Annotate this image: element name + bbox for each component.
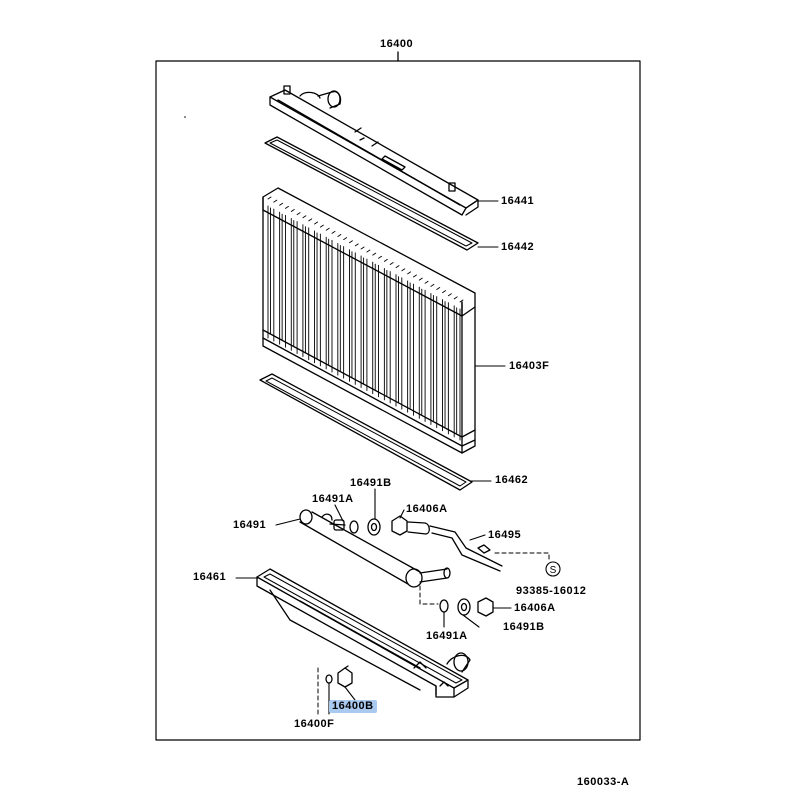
- part-label-drain-oring[interactable]: 16400F: [294, 718, 335, 730]
- part-label-washer-b-bottom[interactable]: 16491B: [503, 621, 545, 633]
- core-fins: [268, 197, 463, 440]
- part-label-nut-a-bottom[interactable]: 16406A: [514, 602, 556, 614]
- core-fin-tick: [402, 269, 405, 271]
- core-fin-tick: [431, 284, 434, 286]
- core-fin-tick: [274, 200, 277, 202]
- part-label-upper-tank[interactable]: 16441: [501, 195, 535, 207]
- core-fin-tick: [443, 291, 446, 293]
- part-label-washer-a-top[interactable]: 16491A: [312, 493, 354, 505]
- core-fin-tick: [379, 256, 382, 258]
- core-fin-tick: [320, 225, 323, 227]
- part-label-lower-tank[interactable]: 16461: [193, 571, 227, 583]
- part-label-cooler-pipe[interactable]: 16495: [488, 529, 522, 541]
- part-label-assembly[interactable]: 16400: [380, 38, 414, 50]
- part-label-oil-cooler[interactable]: 16491: [233, 519, 267, 531]
- core-fin-tick: [396, 266, 399, 268]
- part-label-upper-gasket[interactable]: 16442: [501, 241, 535, 253]
- core-fin-tick: [448, 294, 451, 296]
- stray-dot: [184, 116, 186, 118]
- core-fin-tick: [326, 228, 329, 230]
- core-fin-tick: [373, 253, 376, 255]
- core-fin-tick: [315, 222, 318, 224]
- core-fin-tick: [425, 281, 428, 283]
- core-fin-tick: [384, 259, 387, 261]
- part-label-drain-cock[interactable]: 16400B: [329, 700, 377, 713]
- core-fin-tick: [361, 247, 364, 249]
- upper-tank-drawing: [270, 86, 478, 215]
- std-symbol-letter: S: [549, 565, 557, 576]
- core-fin-tick: [309, 219, 312, 221]
- core-fin-tick: [355, 244, 358, 246]
- part-label-washer-b-top[interactable]: 16491B: [350, 477, 392, 489]
- core-fin-tick: [419, 278, 422, 280]
- core-fin-tick: [349, 241, 352, 243]
- core-fin-tick: [437, 288, 440, 290]
- part-label-nut-a-top[interactable]: 16406A: [406, 503, 448, 515]
- drain-cock-drawing: [326, 666, 352, 687]
- lower-gasket-drawing: [260, 374, 472, 490]
- core-fin-tick: [268, 197, 271, 199]
- core-fin-tick: [332, 231, 335, 233]
- core-fin-tick: [291, 209, 294, 211]
- core-fin-tick: [303, 216, 306, 218]
- core-fin-tick: [390, 263, 393, 265]
- core-fin-tick: [338, 234, 341, 236]
- part-label-washer-a-bottom[interactable]: 16491A: [426, 630, 468, 642]
- oil-cooler-drawing: [300, 510, 502, 616]
- core-fin-tick: [280, 203, 283, 205]
- core-fin-tick: [344, 238, 347, 240]
- core-fin-tick: [285, 206, 288, 208]
- part-label-lower-gasket[interactable]: 16462: [495, 474, 529, 486]
- core-fin-tick: [454, 297, 457, 299]
- core-fin-tick: [413, 275, 416, 277]
- core-fin-tick: [367, 250, 370, 252]
- part-label-std-part[interactable]: 93385-16012: [516, 585, 587, 597]
- core-fin-tick: [297, 213, 300, 215]
- core-fin-tick: [408, 272, 411, 274]
- part-label-core[interactable]: 16403F: [509, 360, 550, 372]
- figure-code: 160033-A: [577, 776, 630, 788]
